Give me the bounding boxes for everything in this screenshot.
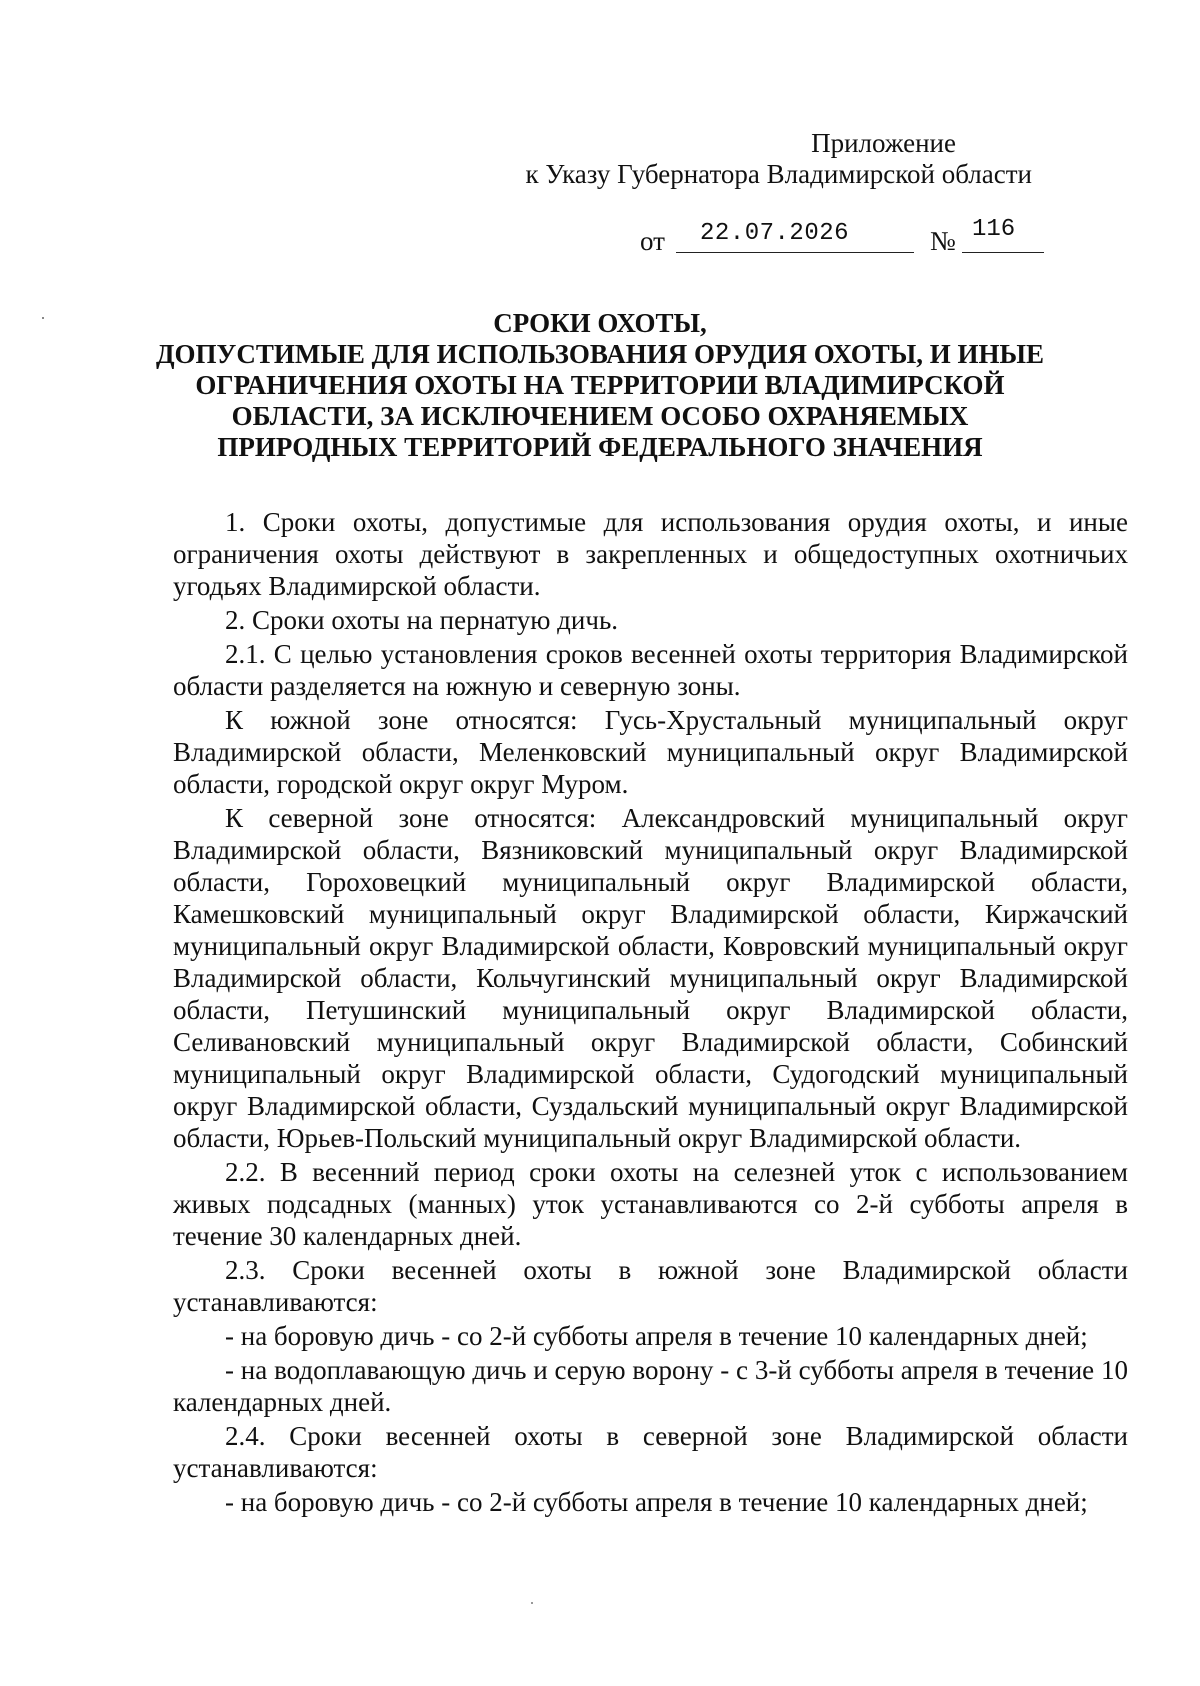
decree-date: 22.07.2026 <box>700 220 850 247</box>
number-sign: № <box>930 226 956 256</box>
paragraph-2-2: 2.2. В весенний период сроки охоты на селезней уток с использованием живых подсадных (манных) уток устанавливаются со 2-й субботы апреля в течение 30 календарных дней. <box>173 1157 1128 1251</box>
title-line: ДОПУСТИМЫЕ ДЛЯ ИСПОЛЬЗОВАНИЯ ОРУДИЯ ОХОТЫ, И ИНЫЕ <box>155 339 1045 369</box>
date-underline <box>676 252 914 253</box>
list-item-south-waterfowl: - на водоплавающую дичь и серую ворону - с 3-й субботы апреля в течение 10 календарных дней. <box>173 1355 1128 1417</box>
decree-reference: к Указу Губернатора Владимирской области <box>525 159 1032 189</box>
list-item-south-upland: - на боровую дичь - со 2-й субботы апреля в течение 10 календарных дней; <box>225 1321 1088 1351</box>
title-line: ОГРАНИЧЕНИЯ ОХОТЫ НА ТЕРРИТОРИИ ВЛАДИМИРСКОЙ <box>195 370 1005 400</box>
paragraph-north-zone: К северной зоне относятся: Александровский муниципальный округ Владимирской области, Вязниковский муниципальный округ Владимирской области, Гороховецкий муниципальный округ Владимирской области, Камешковский муниципальный округ Владимирской области, Киржачский муниципальный округ Владимирской области, Ковровский муниципальный округ Владимирской области, Кольчугинский муниципальный округ Владимирской области, Петушинский муниципальный округ Владимирской области, Селивановский муниципальный округ Владимирской области, Собинский муниципальный округ Владимирской области, Судогодский муниципальный округ Владимирской области, Суздальский муниципальный округ Владимирской области, Юрьев-Польский муниципальный округ Владимирской области. <box>173 803 1128 1153</box>
paragraph-1: 1. Сроки охоты, допустимые для использования орудия охоты, и иные ограничения охоты действуют в закрепленных и общедоступных охотничьих угодьях Владимирской области. <box>173 507 1128 601</box>
scan-speck <box>42 317 44 319</box>
title-line: ОБЛАСТИ, ЗА ИСКЛЮЧЕНИЕМ ОСОБО ОХРАНЯЕМЫХ <box>231 401 969 431</box>
number-underline <box>962 252 1044 253</box>
title-line: ПРИРОДНЫХ ТЕРРИТОРИЙ ФЕДЕРАЛЬНОГО ЗНАЧЕНИЯ <box>217 432 983 462</box>
paragraph-2-3: 2.3. Сроки весенней охоты в южной зоне Владимирской области устанавливаются: <box>173 1255 1128 1317</box>
paragraph-south-zone: К южной зоне относятся: Гусь-Хрустальный муниципальный округ Владимирской области, Меленковский муниципальный округ Владимирской области, городской округ округ Муром. <box>173 705 1128 799</box>
decree-number: 116 <box>972 216 1016 243</box>
title-line: СРОКИ ОХОТЫ, <box>493 308 707 338</box>
document-body <box>173 506 1128 1520</box>
document-title <box>150 308 1050 463</box>
appendix-label: Приложение <box>811 128 956 158</box>
date-number-row <box>640 216 1040 256</box>
scan-speck <box>531 1602 533 1604</box>
list-item-north-upland: - на боровую дичь - со 2-й субботы апреля в течение 10 календарных дней; <box>225 1487 1088 1517</box>
appendix-header <box>525 128 1032 190</box>
paragraph-2: 2. Сроки охоты на пернатую дичь. <box>225 605 619 635</box>
paragraph-2-4: 2.4. Сроки весенней охоты в северной зоне Владимирской области устанавливаются: <box>173 1421 1128 1483</box>
paragraph-2-1: 2.1. С целью установления сроков весенней охоты территория Владимирской области разделяется на южную и северную зоны. <box>173 639 1128 701</box>
date-prefix: от <box>640 226 665 256</box>
